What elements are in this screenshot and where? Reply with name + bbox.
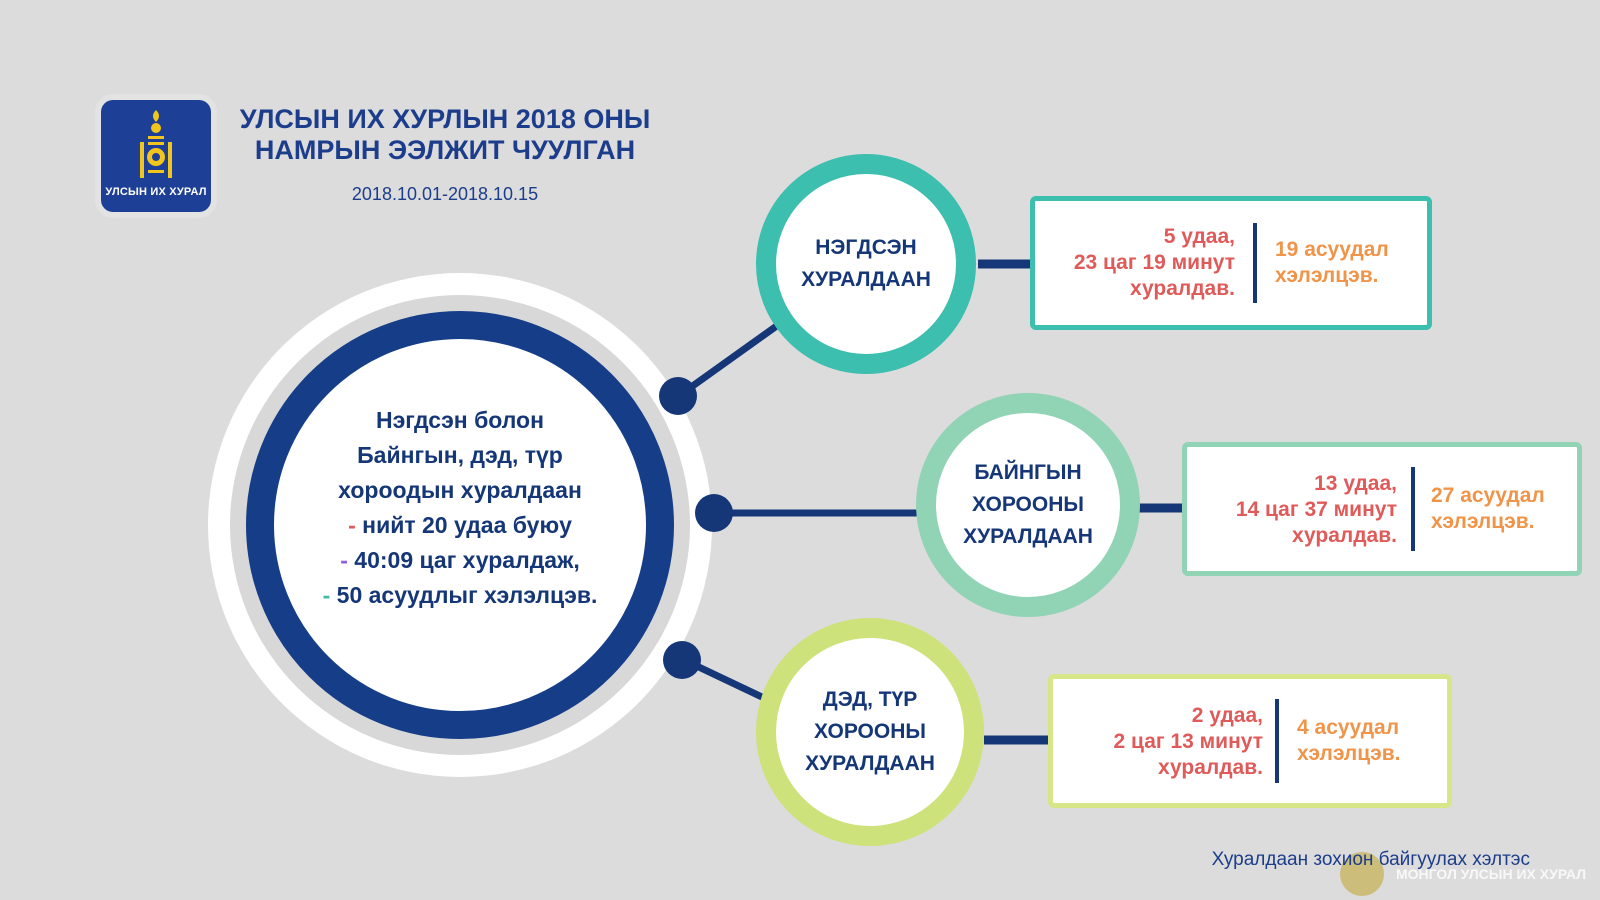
- title-line-2: НАМРЫН ЭЭЛЖИТ ЧУУЛГАН: [254, 135, 636, 165]
- soyombo-emblem-icon: [101, 100, 211, 180]
- summary-bullet: [270, 543, 650, 578]
- info-divider: [1275, 699, 1279, 783]
- node-label-standing: [938, 457, 1118, 553]
- info-issues: [1275, 237, 1425, 289]
- met-text: хуралдав.: [1130, 277, 1235, 300]
- sessions-count: 2 удаа,: [1191, 704, 1263, 727]
- discussed-text: хэлэлцэв.: [1297, 742, 1401, 765]
- node-label-line: ХОРООНЫ: [814, 720, 926, 743]
- info-divider: [1253, 223, 1257, 303]
- footer-department: Хуралдаан зохион байгуулах хэлтэс: [1211, 849, 1530, 870]
- node-label-line: ХУРАЛДААН: [801, 268, 931, 291]
- summary-line: Нэгдсэн болон: [375, 407, 545, 433]
- summary-line: Байнгын, дэд, түр: [357, 442, 563, 468]
- duration-text: 14 цаг 37 минут: [1235, 498, 1397, 521]
- bullet-dash: -: [348, 512, 356, 538]
- summary-bullet: [270, 578, 650, 613]
- bullet-dash: -: [322, 582, 331, 608]
- node-label-line: ХУРАЛДААН: [963, 525, 1093, 548]
- connector-dot-sub: [663, 641, 701, 679]
- issues-count: 27 асуудал: [1431, 484, 1545, 507]
- bullet-dash: -: [340, 547, 348, 573]
- date-range: 2018.10.01-2018.10.15: [351, 184, 539, 204]
- watermark-text: МОНГОЛ УЛСЫН ИХ ХУРАЛ: [1396, 866, 1587, 882]
- info-box-plenary: [1030, 196, 1432, 330]
- sessions-count: 5 удаа,: [1163, 225, 1235, 248]
- node-label-sub: [780, 684, 960, 780]
- title-line-1: УЛСЫН ИХ ХУРЛЫН 2018 ОНЫ: [239, 104, 651, 134]
- summary-line: 50 асуудлыг хэлэлцэв.: [336, 582, 598, 608]
- info-issues: [1297, 715, 1447, 767]
- summary-bullet: [270, 508, 650, 543]
- info-divider: [1411, 467, 1415, 551]
- connector-dot-standing: [695, 494, 733, 532]
- node-label-plenary: [776, 232, 956, 296]
- issues-count: 19 асуудал: [1275, 238, 1389, 261]
- connector-dot-plenary: [659, 377, 697, 415]
- parliament-logo: [101, 100, 211, 212]
- sessions-count: 13 удаа,: [1314, 472, 1397, 495]
- summary-line: нийт 20 удаа буюу: [362, 512, 572, 538]
- info-box-standing: [1182, 442, 1582, 576]
- summary-line: хороодын хуралдаан: [338, 477, 582, 503]
- duration-text: 2 цаг 13 минут: [1113, 730, 1263, 753]
- info-issues: [1431, 483, 1581, 535]
- node-label-line: НЭГДСЭН: [815, 236, 917, 259]
- info-stats: [1063, 703, 1263, 781]
- met-text: хуралдав.: [1292, 524, 1397, 547]
- node-label-line: ХУРАЛДААН: [805, 752, 935, 775]
- duration-text: 23 цаг 19 минут: [1073, 251, 1235, 274]
- connector-plenary: [680, 325, 778, 395]
- discussed-text: хэлэлцэв.: [1275, 264, 1379, 287]
- center-summary: [270, 403, 650, 613]
- info-box-sub: [1048, 674, 1452, 808]
- summary-line: 40:09 цаг хуралдаж,: [354, 547, 580, 573]
- node-label-line: БАЙНГЫН: [974, 461, 1082, 484]
- met-text: хуралдав.: [1158, 756, 1263, 779]
- page-title: [220, 104, 670, 166]
- issues-count: 4 асуудал: [1297, 716, 1400, 739]
- node-label-line: ДЭД, ТҮР: [822, 688, 918, 711]
- discussed-text: хэлэлцэв.: [1431, 510, 1535, 533]
- logo-text: УЛСЫН ИХ ХУРАЛ: [105, 186, 207, 198]
- node-label-line: ХОРООНЫ: [972, 493, 1084, 516]
- info-stats: [1045, 224, 1235, 302]
- info-stats: [1197, 471, 1397, 549]
